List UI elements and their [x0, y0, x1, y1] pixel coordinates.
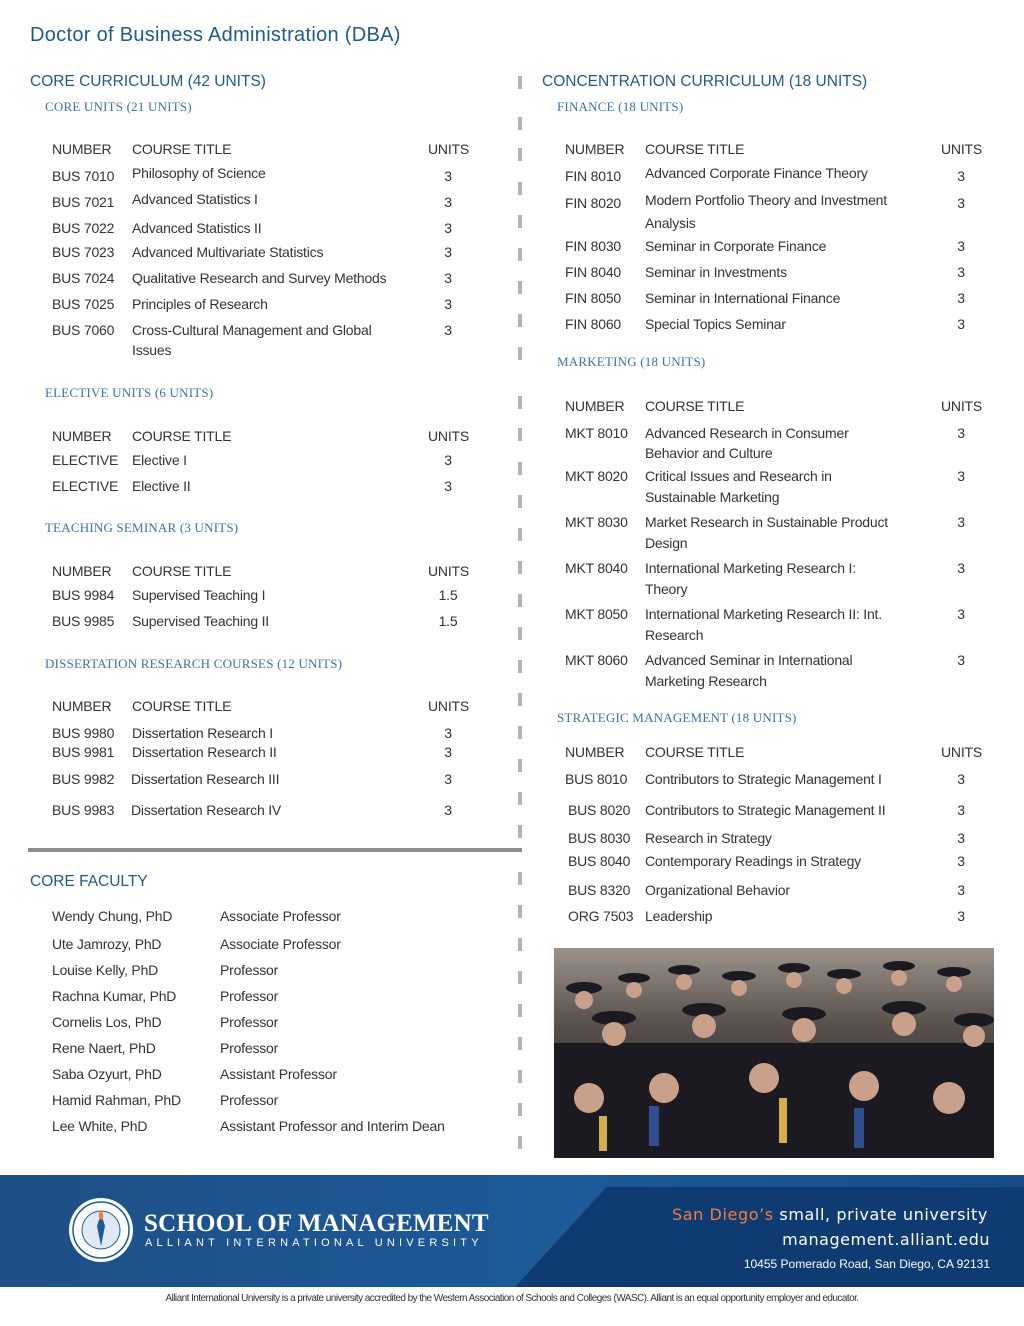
- course-title: Cross-Cultural Management and Global Issues: [132, 322, 372, 358]
- course-units: 3: [957, 264, 965, 280]
- course-number: BUS 7024: [52, 270, 115, 286]
- faculty-name: Hamid Rahman, PhD: [52, 1092, 181, 1108]
- course-units: 3: [957, 606, 965, 622]
- course-title: International Marketing Research I: Theory: [645, 560, 856, 597]
- course-units: 3: [444, 322, 452, 338]
- course-number: FIN 8030: [565, 238, 621, 254]
- course-units: 3: [444, 168, 452, 184]
- course-title: Advanced Multivariate Statistics: [132, 244, 324, 260]
- course-title: Elective II: [132, 478, 191, 494]
- course-number: MKT 8060: [565, 652, 628, 668]
- course-number: FIN 8050: [565, 290, 621, 306]
- course-units: 3: [444, 725, 452, 741]
- faculty-name: Saba Ozyurt, PhD: [52, 1066, 162, 1082]
- course-number: BUS 8010: [565, 771, 628, 787]
- course-title: Advanced Seminar in International Marketing Research: [645, 652, 853, 689]
- graduation-photo-illustration: [554, 948, 994, 1158]
- course-number: BUS 7025: [52, 296, 115, 312]
- course-units: 3: [957, 882, 965, 898]
- course-number: BUS 9985: [52, 613, 115, 629]
- faculty-title: Professor: [220, 1092, 279, 1108]
- course-title: Qualitative Research and Survey Methods: [132, 270, 387, 286]
- faculty-title: Assistant Professor and Interim Dean: [220, 1118, 445, 1134]
- course-units: 3: [957, 514, 965, 530]
- faculty-title: Professor: [220, 1040, 279, 1056]
- course-title: International Marketing Research II: Int. Research: [645, 606, 882, 643]
- faculty-title: Associate Professor: [220, 936, 341, 952]
- course-units: 3: [444, 478, 452, 494]
- course-number: MKT 8030: [565, 514, 628, 530]
- course-title: Seminar in International Finance: [645, 290, 841, 306]
- course-units: 3: [957, 853, 965, 869]
- course-number: ELECTIVE: [52, 452, 119, 468]
- finance-heading: FINANCE (18 UNITS): [557, 99, 684, 114]
- course-number: FIN 8020: [565, 195, 621, 211]
- course-units: 3: [957, 425, 965, 441]
- col-title-header: COURSE TITLE: [132, 428, 232, 444]
- course-number: BUS 7021: [52, 194, 115, 210]
- course-units: 3: [957, 830, 965, 846]
- course-title: Advanced Statistics II: [132, 220, 262, 236]
- course-number: FIN 8040: [565, 264, 621, 280]
- course-title: Organizational Behavior: [645, 882, 790, 898]
- course-units: 3: [957, 468, 965, 484]
- dissertation-heading: DISSERTATION RESEARCH COURSES (12 UNITS): [45, 656, 343, 671]
- course-number: BUS 7010: [52, 168, 115, 184]
- col-title-header: COURSE TITLE: [645, 398, 745, 414]
- strategic-management-heading: STRATEGIC MANAGEMENT (18 UNITS): [557, 710, 797, 725]
- course-number: FIN 8010: [565, 168, 621, 184]
- course-number: BUS 8320: [568, 882, 631, 898]
- course-units: 1.5: [438, 587, 458, 603]
- col-units-header: UNITS: [941, 141, 983, 157]
- graduation-photo: [554, 948, 994, 1158]
- course-number: BUS 7023: [52, 244, 115, 260]
- faculty-title: Professor: [220, 988, 279, 1004]
- col-number-header: NUMBER: [52, 563, 112, 579]
- course-title: Dissertation Research I: [132, 725, 273, 741]
- course-title: Contemporary Readings in Strategy: [645, 853, 861, 869]
- col-number-header: NUMBER: [565, 744, 625, 760]
- course-units: 1.5: [438, 613, 458, 629]
- faculty-title: Professor: [220, 962, 279, 978]
- teaching-seminar-heading: TEACHING SEMINAR (3 UNITS): [45, 520, 239, 535]
- faculty-name: Cornelis Los, PhD: [52, 1014, 162, 1030]
- course-units: 3: [444, 802, 452, 818]
- course-title: Seminar in Investments: [645, 264, 787, 280]
- course-units: 3: [444, 296, 452, 312]
- tagline-rest: small, private university: [773, 1205, 988, 1224]
- course-units: 3: [444, 771, 452, 787]
- course-number: ELECTIVE: [52, 478, 119, 494]
- course-units: 3: [957, 238, 965, 254]
- course-number: BUS 8020: [568, 802, 631, 818]
- course-title: Research in Strategy: [645, 830, 772, 846]
- faculty-title: Professor: [220, 1014, 279, 1030]
- course-number: ORG 7503: [568, 908, 634, 924]
- course-number: BUS 7060: [52, 322, 115, 338]
- course-title: Market Research in Sustainable Product Design: [645, 514, 888, 551]
- course-title: Leadership: [645, 908, 713, 924]
- course-number: MKT 8020: [565, 468, 628, 484]
- course-title: Seminar in Corporate Finance: [645, 238, 827, 254]
- course-units: 3: [444, 744, 452, 760]
- core-curriculum-heading: CORE CURRICULUM (42 UNITS): [30, 73, 266, 90]
- address-text: 10455 Pomerado Road, San Diego, CA 92131: [743, 1257, 990, 1271]
- elective-units-heading: ELECTIVE UNITS (6 UNITS): [45, 385, 214, 400]
- course-number: BUS 8030: [568, 830, 631, 846]
- course-number: BUS 9981: [52, 744, 115, 760]
- university-logo-subtext: ALLIANT INTERNATIONAL UNIVERSITY: [145, 1237, 483, 1249]
- course-title: Supervised Teaching II: [132, 613, 269, 629]
- course-title: Special Topics Seminar: [645, 316, 786, 332]
- course-title: Dissertation Research III: [131, 771, 280, 787]
- col-units-header: UNITS: [428, 141, 470, 157]
- course-title: Advanced Research in Consumer Behavior and Culture: [645, 425, 849, 461]
- col-units-header: UNITS: [428, 698, 470, 714]
- course-title: Elective I: [132, 452, 187, 468]
- course-units: 3: [957, 168, 965, 184]
- course-title: Contributors to Strategic Management II: [645, 802, 886, 818]
- col-units-header: UNITS: [428, 563, 470, 579]
- course-number: BUS 9980: [52, 725, 115, 741]
- col-title-header: COURSE TITLE: [645, 141, 745, 157]
- faculty-title: Associate Professor: [220, 908, 341, 924]
- course-number: MKT 8010: [565, 425, 628, 441]
- concentration-curriculum-heading: CONCENTRATION CURRICULUM (18 UNITS): [542, 73, 868, 90]
- core-units-heading: CORE UNITS (21 UNITS): [45, 99, 192, 114]
- course-units: 3: [444, 452, 452, 468]
- university-seal-icon: [67, 1196, 135, 1264]
- course-units: 3: [957, 771, 965, 787]
- section-divider: [28, 848, 522, 852]
- course-title: Advanced Statistics I: [132, 191, 258, 207]
- col-number-header: NUMBER: [565, 398, 625, 414]
- course-units: 3: [957, 560, 965, 576]
- course-title: Contributors to Strategic Management I: [645, 771, 882, 787]
- marketing-heading: MARKETING (18 UNITS): [557, 354, 706, 369]
- course-title: Dissertation Research II: [132, 744, 277, 760]
- faculty-name: Louise Kelly, PhD: [52, 962, 159, 978]
- faculty-name: Rene Naert, PhD: [52, 1040, 156, 1056]
- course-units: 3: [957, 316, 965, 332]
- course-units: 3: [957, 802, 965, 818]
- course-number: MKT 8050: [565, 606, 628, 622]
- col-units-header: UNITS: [428, 428, 470, 444]
- course-number: BUS 9982: [52, 771, 115, 787]
- accreditation-disclaimer: Alliant International University is a private university accredited by the Western Association of Schools and Colleges (WASC). Alliant is an equal opportunity employer and educator.: [165, 1293, 859, 1304]
- course-title: Philosophy of Science: [132, 165, 266, 181]
- course-title: Dissertation Research IV: [131, 802, 282, 818]
- col-number-header: NUMBER: [565, 141, 625, 157]
- course-number: BUS 7022: [52, 220, 115, 236]
- col-number-header: NUMBER: [52, 141, 112, 157]
- tagline: [672, 1205, 988, 1224]
- course-title: Supervised Teaching I: [132, 587, 266, 603]
- col-number-header: NUMBER: [52, 698, 112, 714]
- course-units: 3: [444, 270, 452, 286]
- course-number: BUS 9984: [52, 587, 115, 603]
- course-units: 3: [444, 220, 452, 236]
- faculty-name: Ute Jamrozy, PhD: [52, 936, 162, 952]
- course-title: Advanced Corporate Finance Theory: [645, 165, 868, 181]
- col-title-header: COURSE TITLE: [132, 698, 232, 714]
- course-units: 3: [957, 908, 965, 924]
- col-units-header: UNITS: [941, 398, 983, 414]
- col-units-header: UNITS: [941, 744, 983, 760]
- course-units: 3: [444, 244, 452, 260]
- course-units: 3: [444, 194, 452, 210]
- col-number-header: NUMBER: [52, 428, 112, 444]
- course-units: 3: [957, 195, 965, 211]
- course-units: 3: [957, 652, 965, 668]
- course-number: BUS 8040: [568, 853, 631, 869]
- col-title-header: COURSE TITLE: [645, 744, 745, 760]
- course-units: 3: [957, 290, 965, 306]
- faculty-name: Wendy Chung, PhD: [52, 908, 173, 924]
- faculty-name: Rachna Kumar, PhD: [52, 988, 177, 1004]
- core-faculty-heading: CORE FACULTY: [30, 873, 148, 890]
- col-title-header: COURSE TITLE: [132, 563, 232, 579]
- school-logo-text: SCHOOL OF MANAGEMENT: [144, 1210, 489, 1237]
- course-title: Principles of Research: [132, 296, 268, 312]
- faculty-title: Assistant Professor: [220, 1066, 337, 1082]
- col-title-header: COURSE TITLE: [132, 141, 232, 157]
- course-number: BUS 9983: [52, 802, 115, 818]
- course-title: Modern Portfolio Theory and Investment Analysis: [645, 192, 887, 231]
- page-title: Doctor of Business Administration (DBA): [30, 24, 401, 46]
- course-number: MKT 8040: [565, 560, 628, 576]
- tagline-accent: San Diego’s: [671, 1205, 774, 1224]
- website-link[interactable]: management.alliant.edu: [782, 1230, 990, 1249]
- faculty-name: Lee White, PhD: [52, 1118, 148, 1134]
- course-number: FIN 8060: [565, 316, 621, 332]
- course-title: Critical Issues and Research in Sustainable Marketing: [645, 468, 832, 505]
